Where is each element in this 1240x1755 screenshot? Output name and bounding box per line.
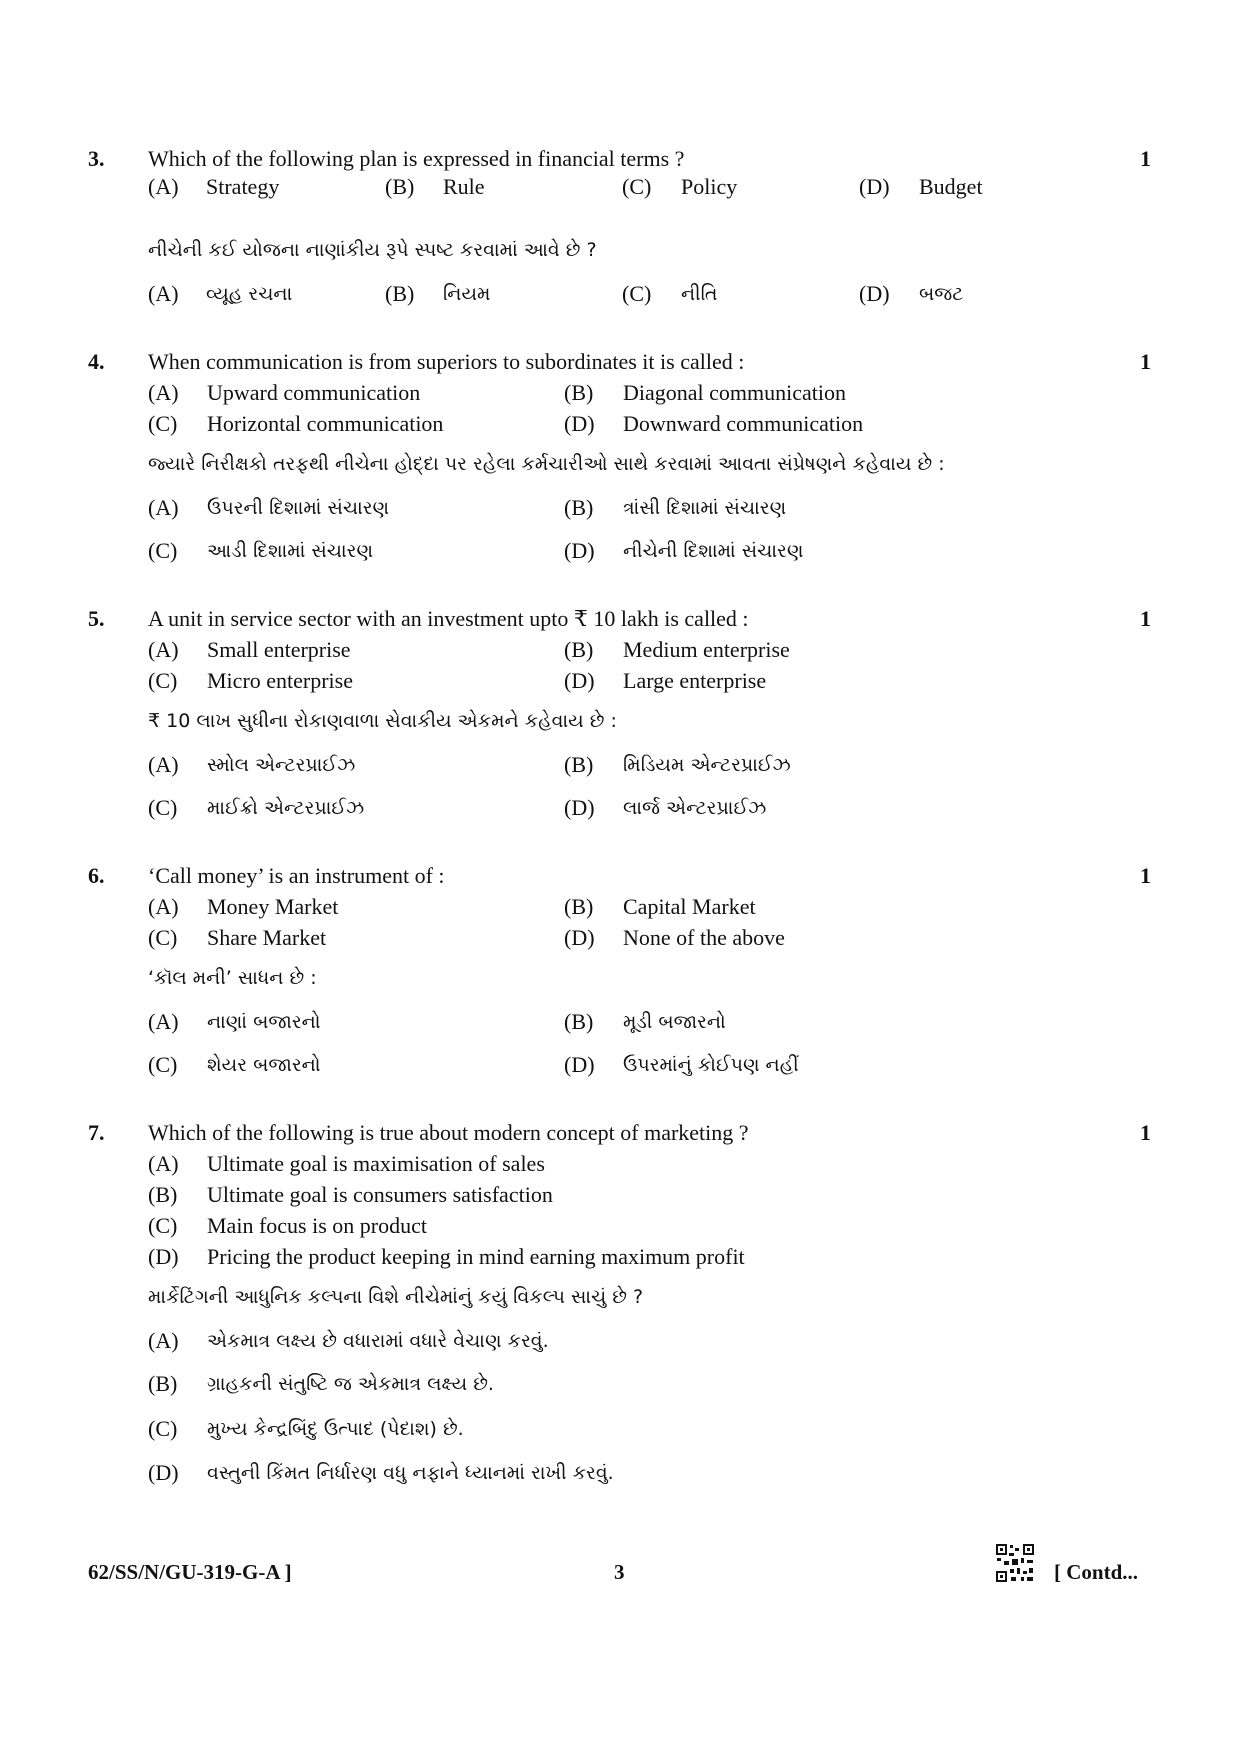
option-d: Large enterprise [623,668,767,693]
option-label: (B) [564,1009,594,1034]
option-b-gujarati: નિયમ [443,283,491,305]
option-label: (C) [148,795,178,820]
option-label: (D) [564,1052,595,1077]
option-c-gujarati: નીતિ [681,283,718,305]
option-a: Ultimate goal is maximisation of sales [207,1151,545,1176]
option-b: Ultimate goal is consumers satisfaction [207,1182,553,1207]
question-number: 5. [88,606,105,631]
option-d-gujarati: લાર્જ એન્ટરપ્રાઈઝ [623,797,767,819]
option-label: (B) [148,1371,178,1396]
option-label: (C) [148,668,178,693]
option-d: Budget [919,174,983,199]
question-text-gujarati: ‘કૉલ મની’ સાધન છે : [148,967,317,989]
option-b-gujarati: મૂડી બજારનો [623,1011,726,1033]
paper-code: 62/SS/N/GU-319-G-A ] [88,1560,292,1584]
question-text: When communication is from superiors to subordinates it is called : [148,349,745,374]
option-b-gujarati: ત્રાંસી દિશામાં સંચારણ [623,497,787,519]
option-a: Upward communication [207,380,421,405]
option-c-gujarati: મુખ્ય કેન્દ્રબિંદુ ઉત્પાદ (પેદાશ) છે. [207,1418,464,1440]
option-label: (A) [148,1151,179,1176]
question-marks: 1 [1140,606,1151,631]
question-text-gujarati: જ્યારે નિરીક્ષકો તરફથી નીચેના હોદ્દા પર રહેલા કર્મચારીઓ સાથે કરવામાં આવતા સંપ્રેષણને કહેવાય છે : [148,453,945,475]
option-a-gujarati: સ્મોલ એન્ટરપ્રાઈઝ [207,754,356,776]
option-label: (A) [148,281,179,306]
option-label: (D) [564,668,595,693]
option-d-gujarati: ઉપરમાંનું કોઈપણ નહીં [623,1054,799,1076]
question-text-gujarati: નીચેની કઈ યોજના નાણાંકીય રૂપે સ્પષ્ટ કરવામાં આવે છે ? [148,239,597,261]
option-label: (B) [385,281,415,306]
option-label: (B) [564,752,594,777]
option-label: (C) [148,1213,178,1238]
option-d: None of the above [623,925,785,950]
option-label: (B) [564,380,594,405]
option-b-gujarati: મિડિયમ એન્ટરપ્રાઈઝ [623,754,791,776]
continued-label: [ Contd... [1054,1560,1139,1584]
option-label: (A) [148,495,179,520]
option-d: Downward communication [623,411,864,436]
question-text: Which of the following is true about modern concept of marketing ? [148,1120,749,1145]
question-text-gujarati: ₹ 10 લાખ સુધીના રોકાણવાળા સેવાકીય એકમને કહેવાય છે : [148,710,617,732]
option-label: (A) [148,752,179,777]
option-label: (A) [148,1009,179,1034]
question-marks: 1 [1140,349,1151,374]
option-label: (D) [564,795,595,820]
question-marks: 1 [1140,1120,1151,1145]
option-label: (B) [148,1182,178,1207]
qr-code-icon [995,1543,1035,1583]
option-a-gujarati: વ્યૂહ રચના [206,283,293,305]
question-text-gujarati: માર્કેટિંગની આધુનિક કલ્પના વિશે નીચેમાંનું કયું વિકલ્પ સાચું છે ? [148,1286,644,1308]
option-label: (D) [564,925,595,950]
question-marks: 1 [1140,863,1151,888]
option-c: Main focus is on product [207,1213,427,1238]
option-label: (A) [148,174,179,199]
question-marks: 1 [1140,146,1151,171]
option-c: Share Market [207,925,327,950]
option-label: (B) [564,495,594,520]
question-number: 7. [88,1120,105,1145]
option-label: (C) [622,174,652,199]
option-label: (C) [148,411,178,436]
option-c-gujarati: આડી દિશામાં સંચારણ [207,540,374,562]
option-label: (D) [148,1244,179,1269]
option-label: (D) [564,411,595,436]
option-d-gujarati: નીચેની દિશામાં સંચારણ [623,540,804,562]
option-b: Diagonal communication [623,380,846,405]
option-label: (D) [148,1460,179,1485]
option-d-gujarati: વસ્તુની કિંમત નિર્ધારણ વધુ નફાને ધ્યાનમાં રાખી કરવું. [207,1462,614,1484]
option-a: Money Market [207,894,339,919]
question-text: ‘Call money’ is an instrument of : [148,863,445,888]
option-a: Strategy [206,174,280,199]
option-label: (A) [148,380,179,405]
option-c: Micro enterprise [207,668,353,693]
option-a: Small enterprise [207,637,351,662]
option-c-gujarati: માઈક્રો એન્ટરપ્રાઈઝ [207,797,365,819]
option-label: (D) [564,538,595,563]
option-label: (D) [859,281,890,306]
option-label: (C) [622,281,652,306]
option-label: (A) [148,894,179,919]
option-label: (B) [564,894,594,919]
question-number: 4. [88,349,105,374]
question-text: Which of the following plan is expressed in financial terms ? [148,146,685,171]
option-label: (C) [148,1416,178,1441]
option-b: Capital Market [623,894,756,919]
option-c: Horizontal communication [207,411,444,436]
option-label: (A) [148,637,179,662]
option-d-gujarati: બજટ [919,283,964,305]
option-label: (B) [564,637,594,662]
question-text: A unit in service sector with an investment upto ₹ 10 lakh is called : [148,606,749,631]
option-d: Pricing the product keeping in mind earning maximum profit [207,1244,745,1269]
option-label: (C) [148,538,178,563]
option-label: (B) [385,174,415,199]
option-c: Policy [681,174,738,199]
page-number: 3 [614,1560,625,1584]
option-c-gujarati: શેયર બજારનો [207,1054,321,1076]
option-label: (C) [148,1052,178,1077]
option-b-gujarati: ગ્રાહકની સંતુષ્ટિ જ એકમાત્ર લક્ષ્ય છે. [207,1373,494,1395]
option-label: (C) [148,925,178,950]
option-label: (D) [859,174,890,199]
option-a-gujarati: એકમાત્ર લક્ષ્ય છે વધારામાં વધારે વેચાણ કરવું. [207,1330,549,1352]
question-number: 3. [88,146,105,171]
option-a-gujarati: નાણાં બજારનો [207,1011,321,1033]
option-a-gujarati: ઉપરની દિશામાં સંચારણ [207,497,390,519]
question-number: 6. [88,863,105,888]
option-b: Rule [443,174,485,199]
option-label: (A) [148,1328,179,1353]
option-b: Medium enterprise [623,637,790,662]
